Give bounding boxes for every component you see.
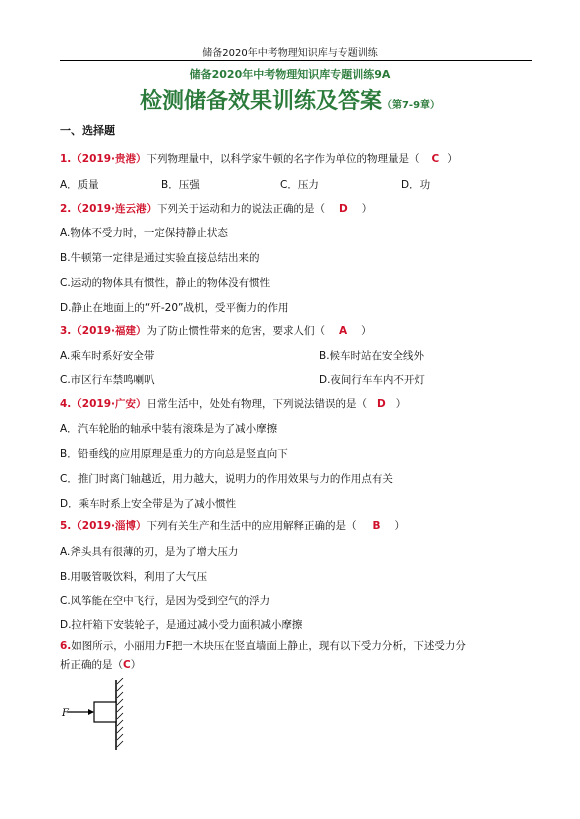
q2-text: 下列关于运动和力的说法正确的是（ <box>157 203 326 215</box>
q5-option-d: D.拉杆箱下安装轮子，是通过减小受力面积减小摩擦 <box>60 619 303 631</box>
q4-source: （2019·广安） <box>71 398 147 410</box>
q1-option-d: D．功 <box>401 179 431 191</box>
q4-option-b: B．铅垂线的应用原理是重力的方向总是竖直向下 <box>60 448 288 460</box>
q5-option-c: C.风筝能在空中飞行，是因为受到空气的浮力 <box>60 595 271 607</box>
wall-hatching <box>116 678 123 750</box>
q3-number: 3. <box>60 325 72 337</box>
section-heading: 一、选择题 <box>60 124 115 137</box>
q5-option-b: B.用吸管吸饮料，利用了大气压 <box>60 571 208 583</box>
q5-option-a: A.斧头具有很薄的刃，是为了增大压力 <box>60 546 239 558</box>
q3-answer: A <box>339 325 348 337</box>
q2-option-b: B.牛顿第一定律是通过实验直接总结出来的 <box>60 252 260 264</box>
q2-option-a: A.物体不受力时，一定保持静止状态 <box>60 227 228 239</box>
q1-source: （2019·贵港） <box>71 153 147 165</box>
q6-text-line1: 如图所示，小丽用力F把一木块压在竖直墙面上静止，现有以下受力分析，下述受力分 <box>71 640 466 652</box>
q5-source: （2019·淄博） <box>71 520 147 532</box>
q4-option-d: D．乘车时系上安全带是为了减小惯性 <box>60 498 237 510</box>
q1-answer: C <box>431 153 440 165</box>
question-4 <box>60 396 406 411</box>
page-title <box>0 84 580 115</box>
question-6-line2 <box>60 657 141 672</box>
q2-option-d: D.静止在地面上的“歼-20”战机，受平衡力的作用 <box>60 302 289 314</box>
q4-answer: D <box>377 398 386 410</box>
q1-option-b: B．压强 <box>161 179 200 191</box>
force-diagram <box>60 678 140 754</box>
wood-block <box>94 702 116 722</box>
title-chapters: （第7-9章） <box>381 100 441 111</box>
question-3 <box>60 323 372 338</box>
q1-text: 下列物理量中，以科学家牛顿的名字作为单位的物理量是（ <box>146 153 420 165</box>
q2-number: 2. <box>60 203 72 215</box>
q4-number: 4. <box>60 398 72 410</box>
question-6 <box>60 638 466 653</box>
title-main: 检测储备效果训练及答案 <box>139 88 382 114</box>
force-label: F <box>62 708 69 719</box>
q6-number: 6. <box>60 640 72 652</box>
header-divider <box>60 60 532 61</box>
q4-text: 日常生活中，处处有物理，下列说法错误的是（ <box>146 398 368 410</box>
q1-option-a: A．质量 <box>60 179 99 191</box>
q2-answer: D <box>339 203 348 215</box>
q3-close: ） <box>361 325 372 337</box>
q1-number: 1. <box>60 153 72 165</box>
q5-answer: B <box>372 520 381 532</box>
q3-option-d: D.夜间行车车内不开灯 <box>319 374 425 386</box>
q4-option-a: A．汽车轮胎的轴承中装有滚珠是为了减小摩擦 <box>60 423 278 435</box>
q3-option-a: A.乘车时系好安全带 <box>60 350 155 362</box>
question-2 <box>60 201 372 216</box>
q4-close: ） <box>395 398 407 410</box>
q3-text: 为了防止惯性带来的危害，要求人们（ <box>146 325 326 337</box>
page-header: 储备2020年中考物理知识库与专题训练 <box>202 48 378 59</box>
subtitle: 储备2020年中考物理知识库专题训练9A <box>189 68 391 81</box>
q5-close: ） <box>394 520 406 532</box>
q6-text-line2: 析正确的是（ <box>60 659 123 671</box>
q3-source: （2019·福建） <box>71 325 147 337</box>
force-arrowhead <box>88 709 94 715</box>
q2-option-c: C.运动的物体具有惯性，静止的物体没有惯性 <box>60 277 271 289</box>
q6-close: ） <box>130 659 142 671</box>
q1-option-c: C．压力 <box>280 179 319 191</box>
q5-text: 下列有关生产和生活中的应用解释正确的是（ <box>146 520 357 532</box>
q4-option-c: C．推门时离门轴越近，用力越大，说明力的作用效果与力的作用点有关 <box>60 473 393 485</box>
q6-answer: C <box>123 659 131 671</box>
q3-option-c: C.市区行车禁鸣喇叭 <box>60 374 155 386</box>
q2-source: （2019·连云港） <box>71 203 158 215</box>
q5-number: 5. <box>60 520 72 532</box>
q2-close: ） <box>361 203 373 215</box>
q1-close: ） <box>447 153 458 165</box>
q3-option-b: B.候车时站在安全线外 <box>319 350 425 362</box>
question-5 <box>60 518 405 533</box>
question-1 <box>60 151 458 166</box>
